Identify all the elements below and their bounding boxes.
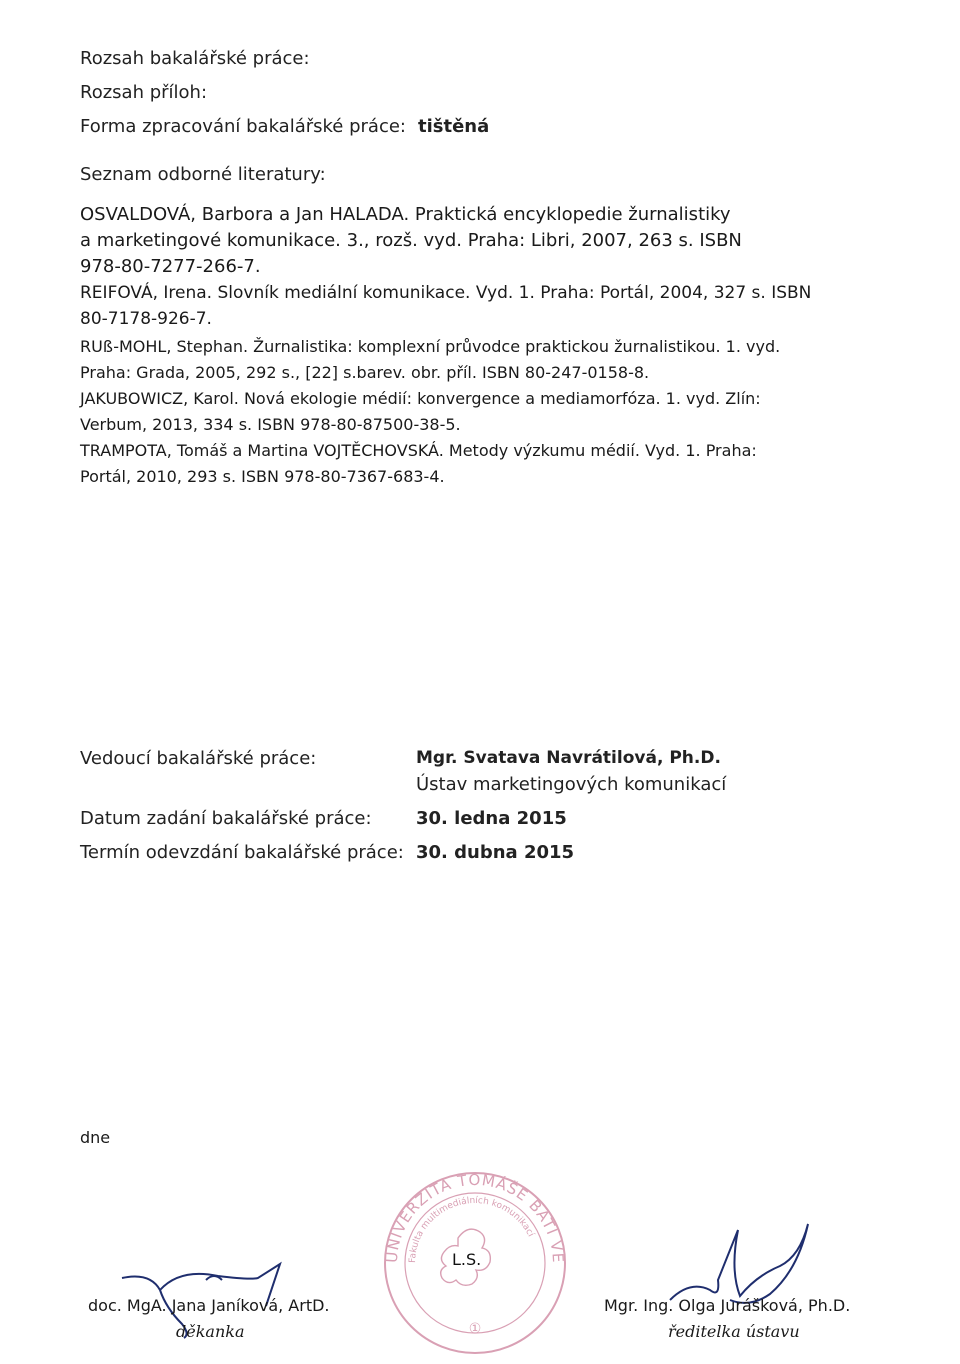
literature-line: RUß-MOHL, Stephan. Žurnalistika: komplexní průvodce praktickou žurnalistikou. 1. vyd. [80,337,781,356]
literature-line: a marketingové komunikace. 3., rozš. vyd. Praha: Libri, 2007, 263 s. ISBN [80,230,742,251]
rozsah-priloh-label: Rozsah příloh: [80,82,208,103]
director-name: Mgr. Ing. Olga Jurášková, Ph.D. [604,1296,851,1315]
literature-line: Portál, 2010, 293 s. ISBN 978-80-7367-683-4. [80,467,445,486]
dne-label: dne [80,1128,111,1147]
literature-line: TRAMPOTA, Tomáš a Martina VOJTĚCHOVSKÁ. Metody výzkumu médií. Vyd. 1. Praha: [80,441,757,460]
vedouci-label: Vedoucí bakalářské práce: [80,748,317,769]
datum-zadani-value: 30. ledna 2015 [416,808,567,829]
vedouci-ustav: Ústav marketingových komunikací [416,774,727,795]
locus-sigilli-label: L.S. [452,1250,482,1269]
literature-line: REIFOVÁ, Irena. Slovník mediální komunikace. Vyd. 1. Praha: Portál, 2004, 327 s. ISBN [80,283,812,303]
dean-name: doc. MgA. Jana Janíková, ArtD. [88,1296,330,1315]
dean-role: děkanka [176,1322,245,1341]
termin-odevzdani-value: 30. dubna 2015 [416,842,575,863]
literature-line: 80-7178-926-7. [80,309,212,329]
literature-line: OSVALDOVÁ, Barbora a Jan HALADA. Praktická encyklopedie žurnalistiky [80,204,731,225]
literature-line: Verbum, 2013, 334 s. ISBN 978-80-87500-38-5. [80,415,461,434]
datum-zadani-label: Datum zadání bakalářské práce: [80,808,372,829]
termin-odevzdani-label: Termín odevzdání bakalářské práce: [80,842,404,863]
forma-value: tištěná [418,116,490,137]
literature-line: JAKUBOWICZ, Karol. Nová ekologie médií: konvergence a mediamorfóza. 1. vyd. Zlín: [80,389,761,408]
literature-line: Praha: Grada, 2005, 292 s., [22] s.barev. obr. příl. ISBN 80-247-0158-8. [80,363,650,382]
vedouci-name: Mgr. Svatava Navrátilová, Ph.D. [416,748,721,768]
stamp-inner-text: Fakulta multimediálních komunikací [407,1195,536,1264]
literature-line: 978-80-7277-266-7. [80,256,261,277]
stamp-number: ① [468,1321,482,1337]
svg-text:UNIVERZITA TOMÁŠE BATI VE ZLÍN [374,1153,567,1264]
seznam-literatury-label: Seznam odborné literatury: [80,164,326,185]
rozsah-prace-label: Rozsah bakalářské práce: [80,48,310,69]
stamp-outer-text: UNIVERZITA TOMÁŠE BATI VE ZLÍNĚ [373,1154,568,1264]
director-role: ředitelka ústavu [668,1322,800,1341]
forma-label: Forma zpracování bakalářské práce: [80,116,406,137]
